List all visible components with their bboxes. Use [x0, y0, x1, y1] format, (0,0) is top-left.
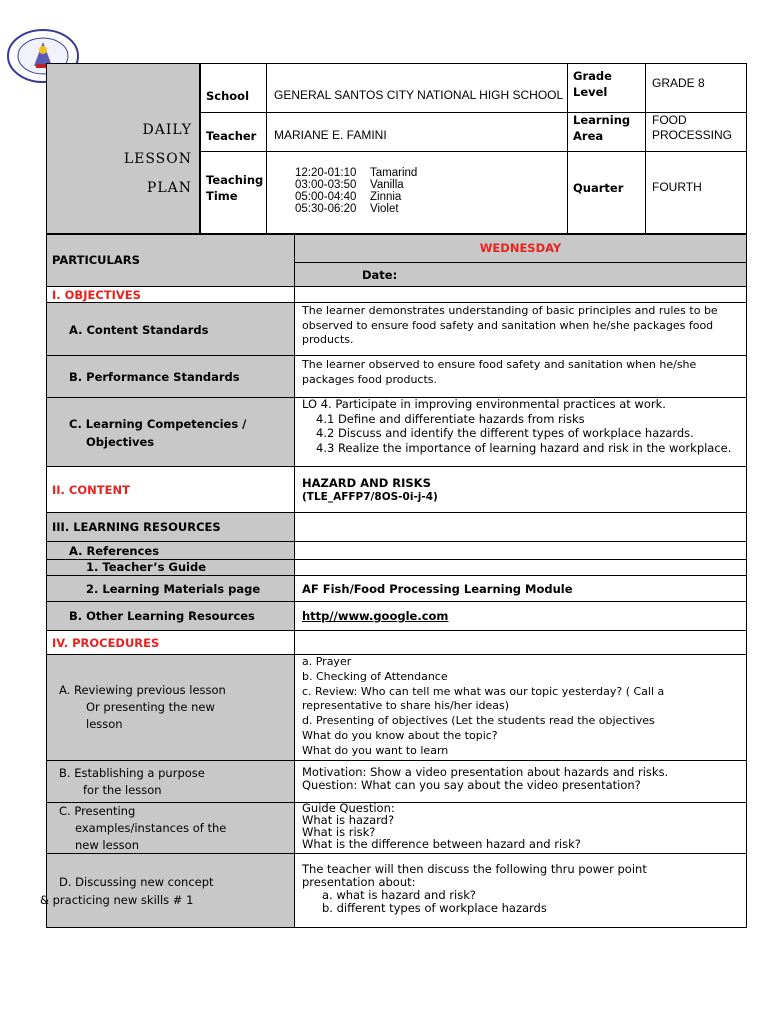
- reviewing-item: representative to share his/her ideas): [302, 699, 510, 713]
- teaching-time-label-2: Time: [206, 189, 238, 203]
- performance-standards-text: The learner observed to ensure food safety and sanitation when he/she packages food products.: [302, 358, 697, 386]
- presenting-line: C. Presenting: [59, 804, 136, 818]
- presenting-line: examples/instances of the: [75, 821, 227, 835]
- schedule-section: Tamarind: [370, 167, 418, 179]
- schedule-row: [295, 203, 417, 215]
- grade-value: GRADE 8: [652, 76, 705, 90]
- title-plan: PLAN: [146, 180, 192, 196]
- reviewing-item: What do you know about the topic?: [302, 728, 498, 742]
- reviewing-item: What do you want to learn: [302, 743, 449, 757]
- reviewing-item: d. Presenting of objectives (Let the students read the objectives: [302, 714, 655, 728]
- procedures-heading: IV. PROCEDURES: [52, 636, 160, 650]
- teachers-guide-label: 1. Teacher’s Guide: [86, 560, 207, 574]
- reviewing-line: Or presenting the new: [86, 700, 215, 714]
- presenting-item: Guide Question:: [302, 801, 395, 815]
- discussing-label-2: & practicing new skills # 1: [40, 893, 194, 907]
- objectives-heading: I. OBJECTIVES: [52, 288, 141, 302]
- date-label: Date:: [362, 268, 398, 282]
- content-code: (TLE_AFFP7/8OS-0i-j-4): [302, 491, 438, 503]
- purpose-item: Motivation: Show a video presentation about hazards and risks.: [302, 765, 669, 779]
- competencies-text: [302, 397, 731, 455]
- area-label-1: Learning: [573, 113, 631, 127]
- competencies-label-1: C. Learning Competencies /: [69, 417, 247, 431]
- purpose-text: [302, 766, 668, 792]
- schedule-section: Zinnia: [370, 191, 402, 203]
- competency-line: 4.3 Realize the importance of learning hazard and risk in the workplace.: [316, 440, 732, 455]
- discussing-item: presentation about:: [302, 875, 416, 889]
- content-heading: II. CONTENT: [52, 483, 130, 497]
- competency-line: 4.2 Discuss and identify the different types of workplace hazards.: [316, 426, 694, 440]
- area-label-2: Area: [573, 129, 604, 143]
- discussing-item: The teacher will then discuss the following thru power point: [302, 862, 647, 876]
- discussing-item: b. different types of workplace hazards: [322, 901, 547, 915]
- day-label: WEDNESDAY: [479, 241, 562, 255]
- presenting-text: [302, 802, 581, 850]
- content-standards-text: The learner demonstrates understanding of basic principles and rules to be observed to ensure food safety and sanitation when he/she packages food products.: [302, 304, 718, 346]
- reviewing-label: [59, 682, 226, 733]
- reviewing-text: [302, 655, 664, 759]
- school-label: School: [206, 89, 250, 103]
- schedule-row: [295, 167, 417, 179]
- grade-label-1: Grade: [573, 69, 612, 83]
- reviewing-line: A. Reviewing previous lesson: [59, 683, 226, 697]
- schedule-row: [295, 179, 417, 191]
- content-standards-label: A. Content Standards: [69, 323, 209, 337]
- schedule-row: [295, 191, 417, 203]
- schedule-section: Vanilla: [370, 179, 404, 191]
- discussing-item: a. what is hazard and risk?: [322, 888, 476, 902]
- discussing-label-1: D. Discussing new concept: [59, 875, 214, 889]
- presenting-label: [59, 803, 226, 854]
- schedule-time: 05:30-06:20: [295, 203, 357, 215]
- teaching-time-label-1: Teaching: [206, 173, 264, 187]
- particulars-label: PARTICULARS: [52, 253, 140, 267]
- area-value-1: FOOD: [652, 113, 687, 127]
- title-daily: DAILY: [142, 122, 192, 138]
- other-resources-label: B. Other Learning Resources: [69, 609, 255, 623]
- presenting-line: new lesson: [75, 838, 140, 852]
- reviewing-item: b. Checking of Attendance: [302, 669, 448, 683]
- presenting-item: What is risk?: [302, 825, 376, 839]
- competency-line: 4.1 Define and differentiate hazards from risks: [316, 411, 585, 426]
- references-label: A. References: [69, 544, 160, 558]
- schedule-time: 12:20-01:10: [295, 167, 357, 179]
- schedule: [295, 167, 417, 215]
- area-value-2: PROCESSING: [652, 128, 733, 142]
- purpose-line: B. Establishing a purpose: [59, 766, 205, 780]
- purpose-item: Question: What can you say about the video presentation?: [302, 778, 641, 792]
- learning-resources-heading: III. LEARNING RESOURCES: [52, 520, 221, 534]
- discussing-text: [302, 863, 647, 915]
- presenting-item: What is the difference between hazard and risk?: [302, 837, 581, 851]
- competency-line: LO 4. Participate in improving environmental practices at work.: [302, 397, 666, 411]
- performance-standards-label: B. Performance Standards: [69, 370, 240, 384]
- schedule-time: 05:00-04:40: [295, 191, 357, 203]
- schedule-section: Violet: [370, 203, 399, 215]
- title-lesson: LESSON: [123, 151, 192, 167]
- grade-label-2: Level: [573, 85, 608, 99]
- content-title: HAZARD AND RISKS: [302, 476, 431, 490]
- purpose-line: for the lesson: [83, 783, 162, 797]
- title-cell: [46, 63, 200, 234]
- teacher-value: MARIANE E. FAMINI: [274, 128, 387, 142]
- materials-page-value: AF Fish/Food Processing Learning Module: [302, 582, 573, 596]
- purpose-label: [59, 765, 205, 799]
- quarter-value: FOURTH: [652, 180, 702, 194]
- presenting-item: What is hazard?: [302, 813, 395, 827]
- reviewing-line: lesson: [86, 717, 123, 731]
- school-value: GENERAL SANTOS CITY NATIONAL HIGH SCHOOL: [274, 88, 564, 102]
- competencies-label-2: Objectives: [86, 435, 155, 449]
- schedule-time: 03:00-03:50: [295, 179, 357, 191]
- reviewing-item: a. Prayer: [302, 655, 352, 668]
- materials-page-label: 2. Learning Materials page: [86, 582, 261, 596]
- reviewing-item: c. Review: Who can tell me what was our topic yesterday? ( Call a: [302, 684, 665, 698]
- teacher-label: Teacher: [206, 129, 257, 143]
- other-resources-link[interactable]: http//www.google.com: [302, 609, 449, 623]
- quarter-label: Quarter: [573, 181, 624, 195]
